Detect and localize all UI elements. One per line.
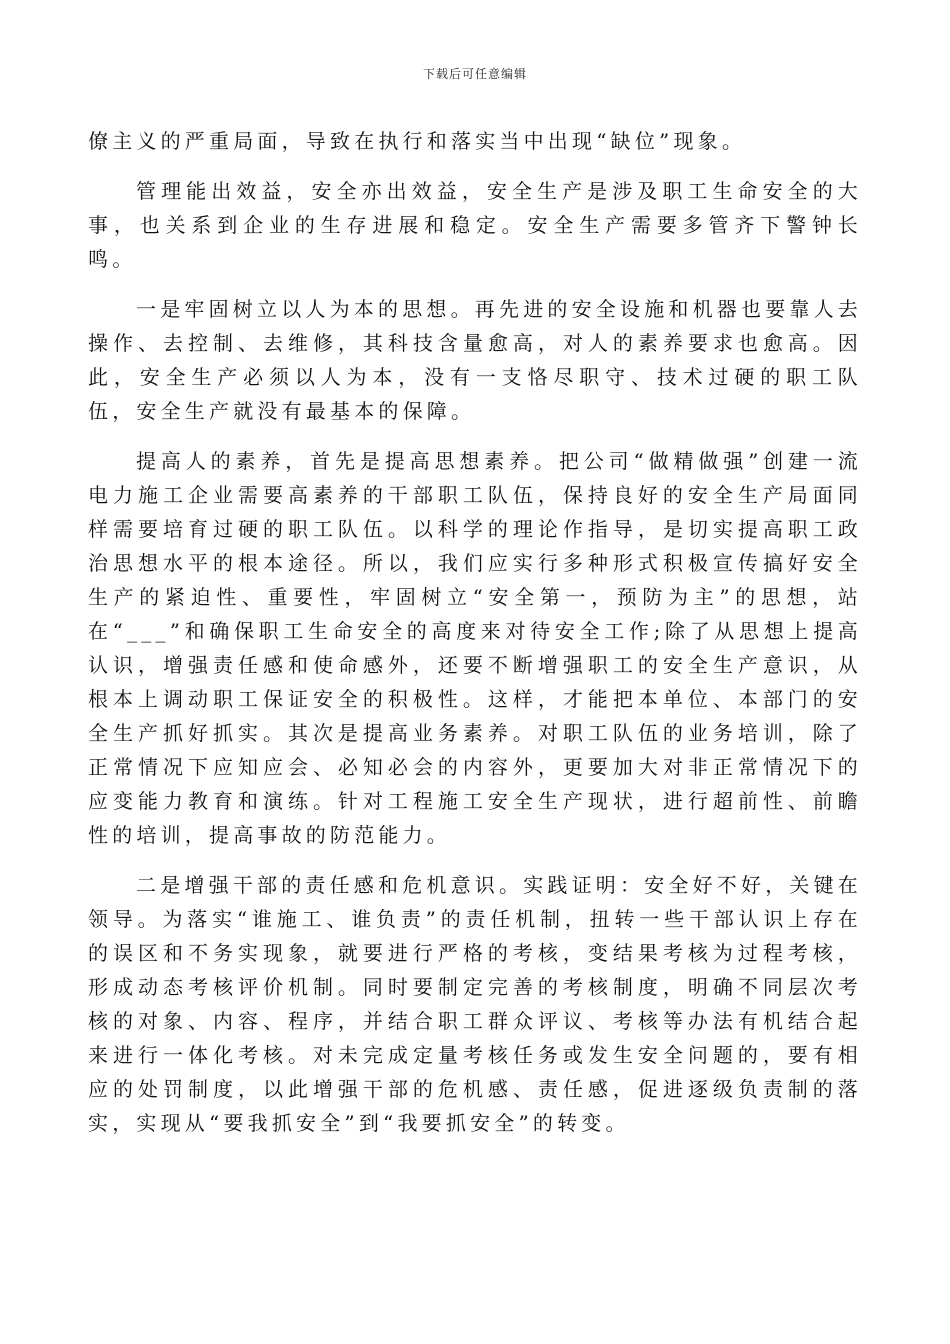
page-header: 下载后可任意编辑 — [422, 67, 527, 81]
paragraph-cadre-responsibility: 二是增强干部的责任感和危机意识。实践证明：安全好不好，关键在领导。为落实“谁施工、谁负责”的责任机制，扭转一些干部认识上存在的误区和不务实现象，就要进行严格的考核，变结果考核为过程考核，形成动态考核评价机制。同时要制定完善的考核制度，明确不同层次考核的对象、内容、程序，并结合职工群众评议、考核等办法有机结合起来进行一体化考核。对未完成定量考核任务或发生安全问题的，要有相应的处罚制度，以此增强干部的危机感、责任感，促进逐级负责制的落实，实现从“要我抓安全”到“我要抓安全”的转变。 — [88, 873, 862, 1135]
paragraph-continuation: 僚主义的严重局面，导致在执行和落实当中出现“缺位”现象。 — [88, 129, 747, 153]
document-body — [88, 124, 862, 1156]
paragraph-management-benefit: 管理能出效益，安全亦出效益，安全生产是涉及职工生命安全的大事，也关系到企业的生存进展和稳定。安全生产需要多管齐下警钟长鸣。 — [88, 179, 862, 271]
paragraph-people-oriented: 一是牢固树立以人为本的思想。再先进的安全设施和机器也要靠人去操作、去控制、去维修，其科技含量愈高，对人的素养要求也愈高。因此，安全生产必须以人为本，没有一支恪尽职守、技术过硬的职工队伍，安全生产就没有最基本的保障。 — [88, 297, 862, 423]
paragraph-improve-quality: 提高人的素养，首先是提高思想素养。把公司“做精做强”创建一流电力施工企业需要高素养的干部职工队伍，保持良好的安全生产局面同样需要培育过硬的职工队伍。以科学的理论作指导，是切实提高职工政治思想水平的根本途径。所以，我们应实行多种形式积极宣传搞好安全生产的紧迫性、重要性，牢固树立“安全第一，预防为主”的思想，站在“___”和确保职工生命安全的高度来对待安全工作;除了从思想上提高认识，增强责任感和使命感外，还要不断增强职工的安全生产意识，从根本上调动职工保证安全的积极性。这样，才能把本单位、本部门的安全生产抓好抓实。其次是提高业务素养。对职工队伍的业务培训，除了正常情况下应知应会、必知必会的内容外，更要加大对非正常情况下的应变能力教育和演练。针对工程施工安全生产现状，进行超前性、前瞻性的培训，提高事故的防范能力。 — [88, 449, 862, 847]
